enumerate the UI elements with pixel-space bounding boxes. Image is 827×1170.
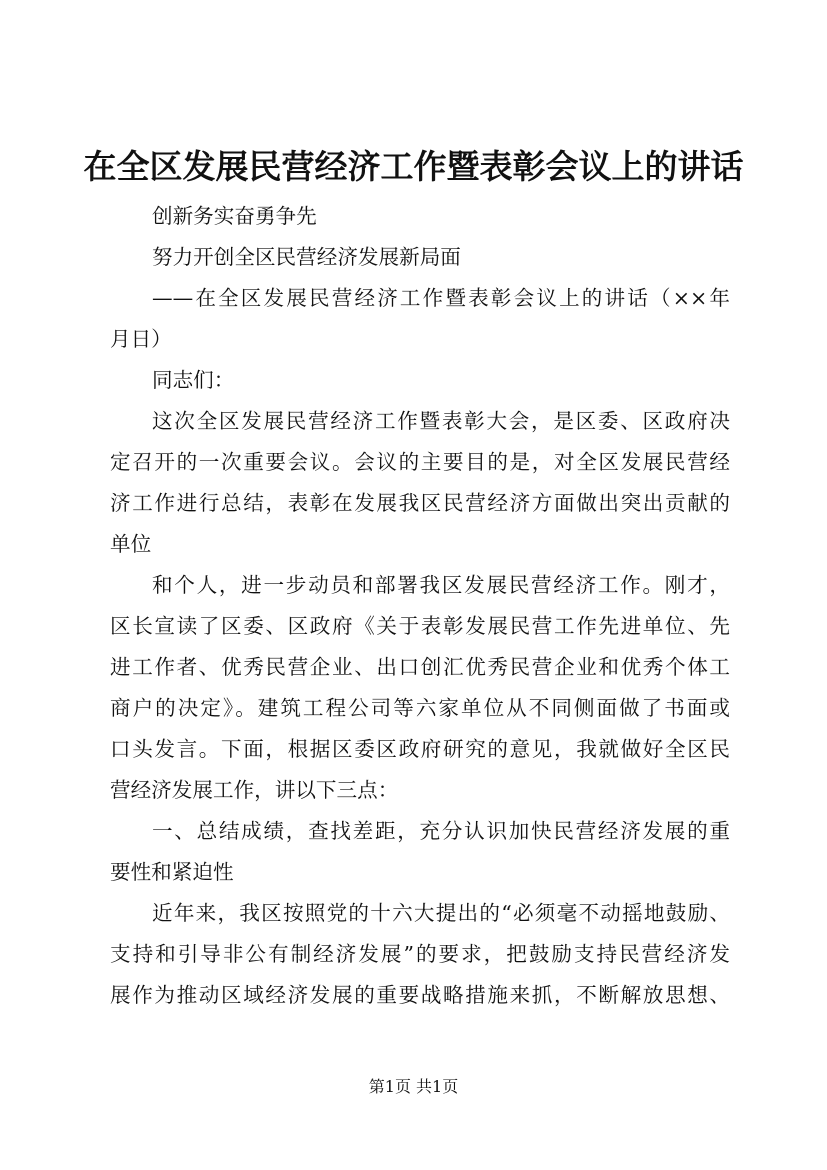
text-line: 一、总结成绩，查找差距，充分认识加快民营经济发展的重 <box>152 819 730 843</box>
text-line: 进工作者、优秀民营企业、出口创汇优秀民营企业和优秀个体工 <box>110 655 730 679</box>
text-line: 近年来，我区按照党的十六大提出的“必须毫不动摇地鼓励、 <box>152 901 730 925</box>
text-line: 口头发言。下面，根据区委区政府研究的意见，我就做好全区民 <box>110 737 730 761</box>
text-line: 单位 <box>110 532 152 556</box>
document-title: 在全区发展民营经济工作暨表彰会议上的讲话 <box>83 147 744 186</box>
text-line: 这次全区发展民营经济工作暨表彰大会，是区委、区政府决 <box>152 409 730 433</box>
text-line: 定召开的一次重要会议。会议的主要目的是，对全区发展民营经 <box>110 450 730 474</box>
text-line: 展作为推动区域经济发展的重要战略措施来抓，不断解放思想、 <box>110 983 730 1007</box>
text-line: 要性和紧迫性 <box>110 860 234 884</box>
text-line: 营经济发展工作，讲以下三点： <box>110 778 399 802</box>
text-line: 支持和引导非公有制经济发展”的要求，把鼓励支持民营经济发 <box>110 942 730 966</box>
text-line: ——在全区发展民营经济工作暨表彰会议上的讲话（××年 <box>152 286 730 310</box>
document-body <box>110 196 730 1016</box>
text-line: 创新务实奋勇争先 <box>152 204 317 228</box>
text-line: 月日） <box>110 327 172 351</box>
text-line: 区长宣读了区委、区政府《关于表彰发展民营工作先进单位、先 <box>110 614 730 638</box>
text-line: 济工作进行总结，表彰在发展我区民营经济方面做出突出贡献的 <box>110 491 730 515</box>
text-line: 同志们： <box>152 368 235 392</box>
text-line: 努力开创全区民营经济发展新局面 <box>152 245 461 269</box>
page-footer: 第1页 共1页 <box>368 1077 459 1096</box>
text-line: 和个人，进一步动员和部署我区发展民营经济工作。刚才， <box>152 573 730 597</box>
text-line: 商户的决定》。建筑工程公司等六家单位从不同侧面做了书面或 <box>110 696 730 720</box>
